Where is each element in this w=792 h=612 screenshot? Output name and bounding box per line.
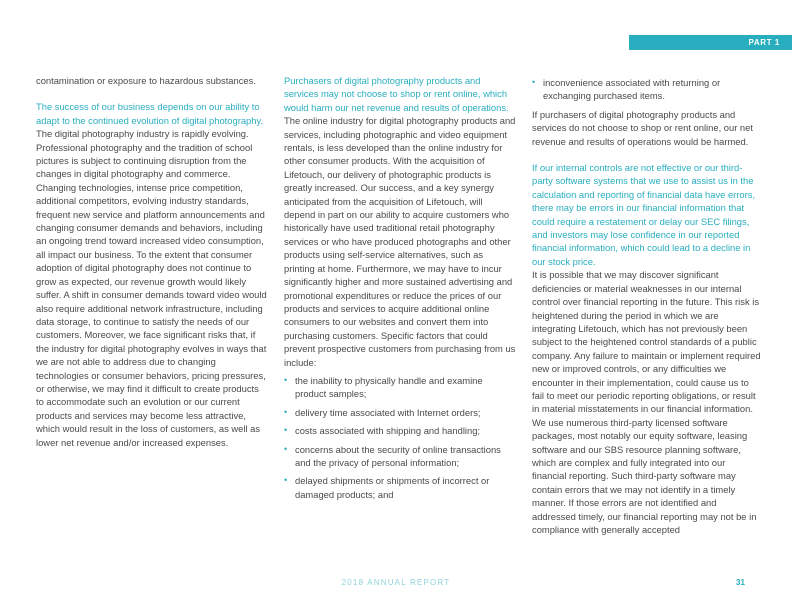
list-item: • delayed shipments or shipments of incorrect or damaged products; and — [284, 475, 490, 500]
bullet-icon: • — [284, 425, 288, 436]
body-paragraph: contamination or exposure to hazardous substances. — [36, 75, 256, 86]
list-item: • inconvenience associated with returning or exchanging purchased items. — [532, 77, 721, 102]
section-heading: If our internal controls are not effective or our third-party software systems that we use to assist us in the calculation and reporting of financial data have errors, there may be errors in our financial information that could require a restatement or delay our SEC filings, and investors may lose confidence in our reported financial information, which could lead to a decline in our stock price. — [532, 162, 756, 267]
bullet-list — [284, 374, 516, 501]
section-heading: Purchasers of digital photography products and services may not choose to shop or rent online, which would harm our net revenue and results of operations. — [284, 75, 509, 113]
bullet-icon: • — [284, 374, 288, 385]
bullet-icon: • — [284, 406, 288, 417]
body-paragraph: The digital photography industry is rapidly evolving. Professional photography and the tradition of school pictures is subject to continuing disruption from the changes in digital photography and commerce. Changing technologies, intense price competition, additional competitors, evolving industry standards, frequent new service and platform announcements and changing consumer demands and behaviors, including an ongoing trend toward increased video consumption, all impact our business. To the extent that consumer adoption of digital photography does not continue to grow as expected, our revenue growth would likely suffer. A shift in consumer demands toward video would also require additional network infrastructure, including data storage, to continue to satisfy the needs of our customers. Moreover, we face significant risks that, if the industry for digital photography evolves in ways that we are not able to address due to changing technologies or consumer behaviors, pricing pressures, or otherwise, we may find it difficult to create products to accommodate such an evolution or our current products and services may become less attractive, which would result in the loss of customers, as well as lower net revenue and/or increased expenses. — [36, 128, 267, 448]
section-heading: The success of our business depends on our ability to adapt to the continued evolution of digital photography. — [36, 101, 264, 126]
list-item: • concerns about the security of online transactions and the privacy of personal information; — [284, 443, 501, 468]
section-tab: PART 1 — [629, 35, 792, 50]
body-paragraph: The online industry for digital photography products and services, including photographic and video equipment rentals, is less developed than the online industry for other consumer products. With the acquisition of Lifetouch, our delivery of photographic products is greatly increased. Our success, and a key synergy anticipated from the acquisition of Lifetouch, will depend in part on our ability to acquire customers who historically have used traditional retail photography services or who have produced photographs and other products using self-service alternatives, such as printing at home. Furthermore, we may have to incur significantly higher and more sustained advertising and promotional expenditures or reduce the prices of our products and services to acquire additional online consumers to our websites and convert them into purchasing customers. Specific factors that could prevent prospective customers from purchasing from us include: — [284, 115, 516, 368]
page-number: 31 — [736, 578, 745, 587]
column-right — [532, 76, 762, 536]
list-item: • delivery time associated with Internet orders; — [284, 406, 481, 418]
bullet-icon: • — [284, 443, 288, 454]
column-left — [36, 74, 268, 449]
bullet-list — [532, 76, 762, 103]
bullet-icon: • — [284, 475, 288, 486]
list-item: • the inability to physically handle and examine product samples; — [284, 374, 483, 400]
body-paragraph: It is possible that we may discover significant deficiencies or material weaknesses in our internal control over financial reporting in the future. This risk is heightened during the period in which we are integrating Lifetouch, which has not previously been subject to the heightened control standards of a public company. Any failure to maintain or implement required new or improved controls, or any difficulties we encounter in their implementation, could cause us to fail to meet our periodic reporting obligations, or result in material misstatements in our financial information. We use numerous third-party licensed software packages, most notably our equity software, leasing software and our SBS resource planning software, which are complex and fully integrated into our financial reporting. Such third-party software may contain errors that we may not identify in a timely manner. If those errors are not identified and addressed timely, our financial reporting may not be in compliance with generally accepted — [532, 269, 761, 535]
body-paragraph: If purchasers of digital photography products and services do not choose to shop or rent online, our net revenue and results of operations would be harmed. — [532, 108, 753, 147]
bullet-icon: • — [532, 77, 536, 87]
column-middle — [284, 74, 516, 506]
list-item: • costs associated with shipping and handling; — [284, 425, 481, 437]
report-title: 2018 ANNUAL REPORT — [341, 578, 451, 587]
